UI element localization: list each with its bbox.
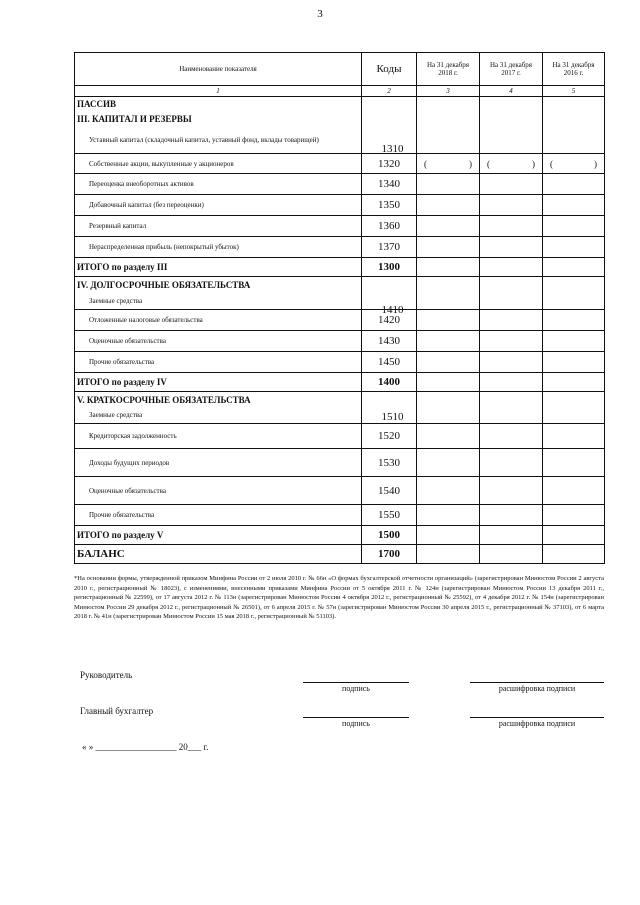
head-decode-caption: расшифровка подписи bbox=[498, 684, 576, 693]
balance-sheet-table bbox=[74, 52, 605, 564]
header-date-2016: На 31 декабря 2016 г. bbox=[543, 53, 605, 86]
paren-close: ) bbox=[532, 158, 535, 169]
head-signature-caption: подпись bbox=[342, 684, 370, 693]
col-num-3: 3 bbox=[417, 86, 480, 97]
row-code-1310: 1310 bbox=[381, 143, 404, 155]
row-label-1540: Оценочные обязательства bbox=[75, 477, 362, 505]
paren-close: ) bbox=[594, 158, 597, 169]
row-label-1510: Заемные средства bbox=[75, 407, 362, 424]
row-label-1700: БАЛАНС bbox=[75, 545, 362, 564]
header-date-2017: На 31 декабря 2017 г. bbox=[480, 53, 543, 86]
date-line: « » __________________ 20___ г. bbox=[82, 742, 209, 752]
table-row bbox=[75, 97, 605, 112]
row-label-1450: Прочие обязательства bbox=[75, 352, 362, 373]
row-code-1320: 1320 bbox=[362, 154, 417, 174]
table-row bbox=[75, 373, 605, 392]
row-label-1360: Резервный капитал bbox=[75, 216, 362, 237]
table-row bbox=[75, 392, 605, 408]
table-row bbox=[75, 237, 605, 258]
table-row bbox=[75, 526, 605, 545]
paren-open: ( bbox=[550, 158, 553, 169]
row-code-1400: 1400 bbox=[362, 373, 417, 392]
row-label-1320: Собственные акции, выкупленные у акционеров bbox=[75, 154, 362, 174]
row-code-1300: 1300 bbox=[362, 258, 417, 277]
row-code-1350: 1350 bbox=[362, 195, 417, 216]
section-liabilities: ПАССИВ bbox=[75, 97, 362, 112]
col-num-1: 1 bbox=[75, 86, 362, 97]
row-label-1310: Уставный капитал (складочный капитал, уставный фонд, вклады товарищей) bbox=[75, 127, 362, 154]
row-label-1550: Прочие обязательства bbox=[75, 505, 362, 526]
accountant-decode-line bbox=[470, 717, 604, 718]
table-row bbox=[75, 310, 605, 331]
section-capital-reserves: III. КАПИТАЛ И РЕЗЕРВЫ bbox=[75, 111, 362, 127]
table-row bbox=[75, 127, 605, 154]
col-num-4: 4 bbox=[480, 86, 543, 97]
col-num-5: 5 bbox=[543, 86, 605, 97]
table-row bbox=[75, 352, 605, 373]
row-label-1530: Доходы будущих периодов bbox=[75, 449, 362, 477]
row-label-1430: Оценочные обязательства bbox=[75, 331, 362, 352]
row-code-1430: 1430 bbox=[362, 331, 417, 352]
header-name: Наименование показателя bbox=[75, 53, 362, 86]
footnote: *На основании формы, утвержденной приказом Минфина России от 2 июля 2010 г. № 66н «О формах бухгалтерской отчетности организаций» (зарегистрирован Минюстом России 2 августа 2010 г., регистрационный № 18023), с изменениями, внесенными приказами Минфина России от 5 октября 2011 г. № 124н (зарегистрирован Минюстом России 13 декабря 2011 г., регистрационный № 22599), от 17 августа 2012 г. № 113н (зарегистрирован Минюстом России 4 октября 2012 г., регистрационный № 25592), от 4 декабря 2012 г. № 154н (зарегистрирован Минюстом России 29 декабря 2012 г., регистрационный № 26501), от 6 апреля 2015 г. № 57н (зарегистрирован Минюстом России 30 апреля 2015 г., регистрационный № 37103), от 6 марта 2018 г. № 41н (зарегистрирован Минюстом России 15 мая 2018 г., регистрационный № 51103). bbox=[74, 575, 604, 620]
col-num-2: 2 bbox=[362, 86, 417, 97]
accountant-decode-caption: расшифровка подписи bbox=[498, 719, 576, 728]
row-code-1420: 1420 bbox=[362, 310, 417, 331]
row-label-1520: Кредиторская задолженность bbox=[75, 424, 362, 449]
row-code-1520: 1520 bbox=[362, 424, 417, 449]
accountant-signature-line bbox=[303, 717, 409, 718]
row-label-1420: Отложенные налоговые обязательства bbox=[75, 310, 362, 331]
row-code-1360: 1360 bbox=[362, 216, 417, 237]
row-code-1500: 1500 bbox=[362, 526, 417, 545]
table-row bbox=[75, 154, 605, 174]
paren-open: ( bbox=[424, 158, 427, 169]
paren-open: ( bbox=[487, 158, 490, 169]
row-label-1340: Переоценка внеоборотных активов bbox=[75, 174, 362, 195]
section-longterm: IV. ДОЛГОСРОЧНЫЕ ОБЯЗАТЕЛЬСТВА bbox=[75, 277, 362, 294]
row-label-1410: Заемные средства bbox=[75, 293, 362, 310]
table-row bbox=[75, 111, 605, 127]
table-row bbox=[75, 424, 605, 449]
column-number-row bbox=[75, 86, 605, 97]
row-code-1410: 1410 bbox=[381, 304, 404, 316]
table-header-row bbox=[75, 53, 605, 86]
row-label-1350: Добавочный капитал (без переоценки) bbox=[75, 195, 362, 216]
row-label-1300: ИТОГО по разделу III bbox=[75, 258, 362, 277]
table-row bbox=[75, 258, 605, 277]
table-row bbox=[75, 195, 605, 216]
row-code-1540: 1540 bbox=[362, 477, 417, 505]
row-label-1370: Нераспределенная прибыль (непокрытый убыток) bbox=[75, 237, 362, 258]
row-label-1500: ИТОГО по разделу V bbox=[75, 526, 362, 545]
head-signature-line bbox=[303, 682, 409, 683]
table-row bbox=[75, 277, 605, 294]
head-decode-line bbox=[470, 682, 604, 683]
accountant-signature-caption: подпись bbox=[342, 719, 370, 728]
page-number: 3 bbox=[317, 8, 323, 20]
table-row bbox=[75, 449, 605, 477]
row-code-1340: 1340 bbox=[362, 174, 417, 195]
section-shortterm: V. КРАТКОСРОЧНЫЕ ОБЯЗАТЕЛЬСТВА bbox=[75, 392, 362, 408]
row-code-1510: 1510 bbox=[381, 411, 404, 423]
head-signature-label: Руководитель bbox=[80, 670, 133, 680]
row-code-1530: 1530 bbox=[362, 449, 417, 477]
chief-accountant-label: Главный бухгалтер bbox=[80, 706, 154, 716]
row-label-1400: ИТОГО по разделу IV bbox=[75, 373, 362, 392]
table-row bbox=[75, 505, 605, 526]
table-row bbox=[75, 174, 605, 195]
row-code-1700: 1700 bbox=[362, 545, 417, 564]
header-date-2018: На 31 декабря 2018 г. bbox=[417, 53, 480, 86]
table-row bbox=[75, 216, 605, 237]
row-code-1370: 1370 bbox=[362, 237, 417, 258]
table-row bbox=[75, 331, 605, 352]
table-row bbox=[75, 477, 605, 505]
header-codes: Коды bbox=[362, 53, 417, 86]
table-row bbox=[75, 545, 605, 564]
row-code-1550: 1550 bbox=[362, 505, 417, 526]
paren-close: ) bbox=[469, 158, 472, 169]
row-code-1450: 1450 bbox=[362, 352, 417, 373]
